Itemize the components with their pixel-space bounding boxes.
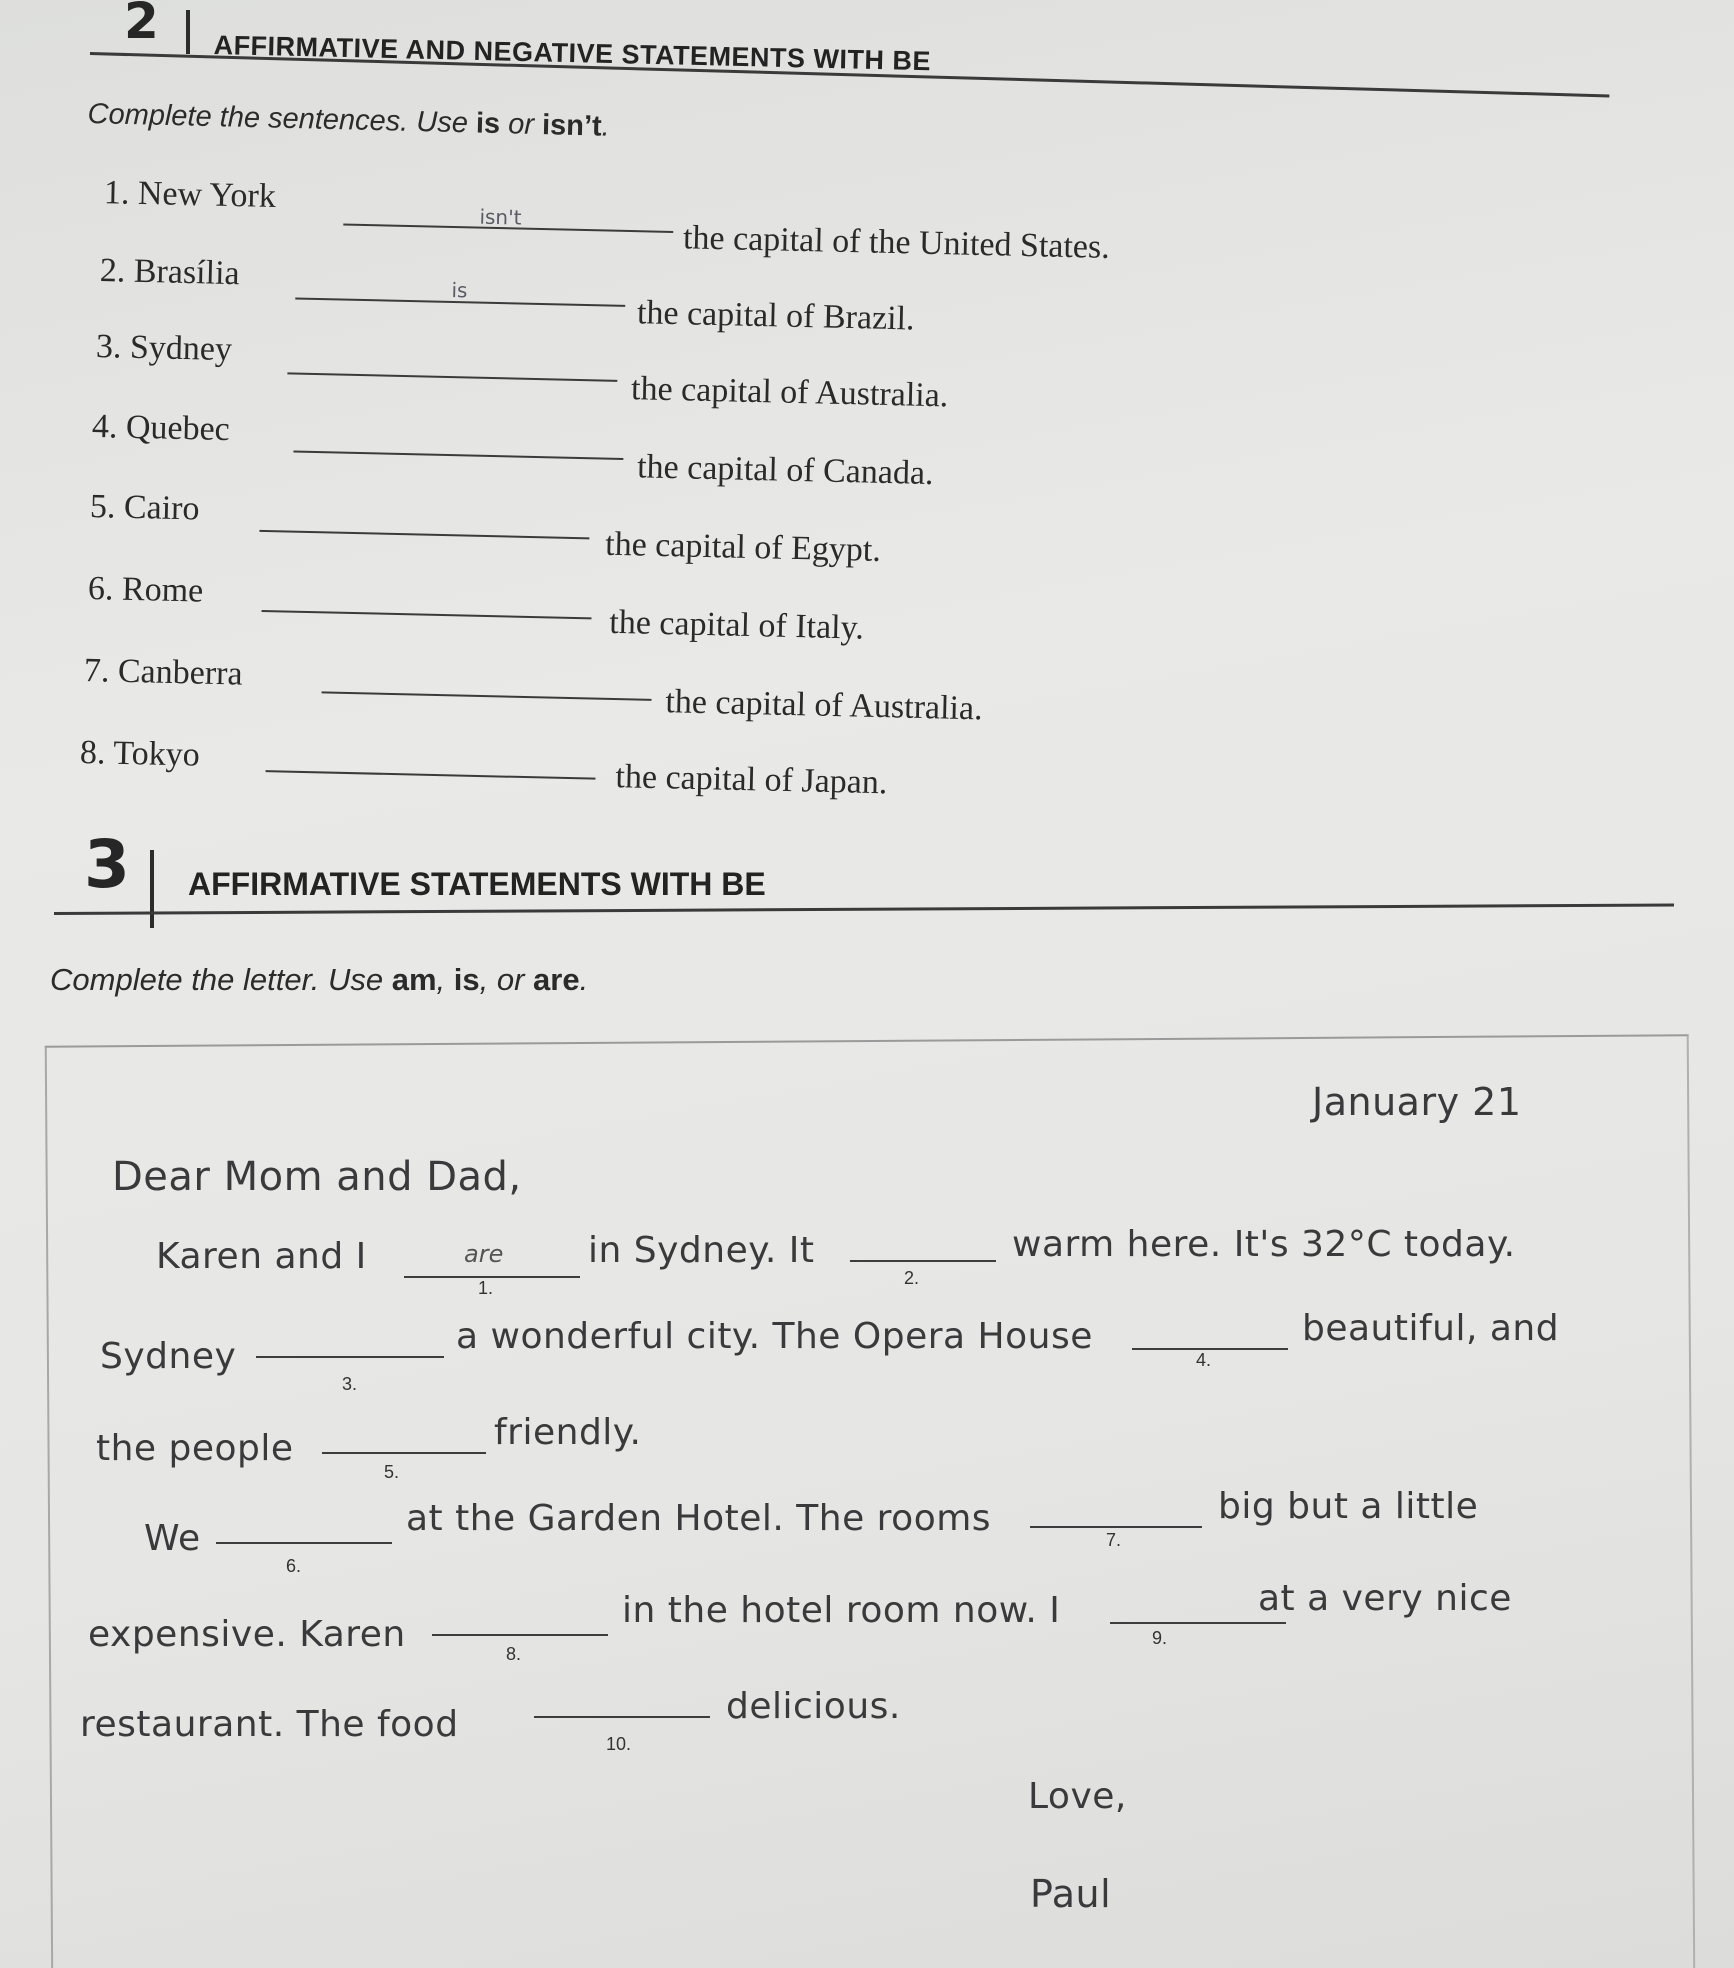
item-rest: the capital of Japan. (615, 758, 888, 802)
letter-text: big but a little (1218, 1486, 1479, 1527)
item-subject: 1. New York (103, 174, 277, 215)
letter-text: beautiful, and (1302, 1308, 1560, 1349)
letter-text: in the hotel room now. I (622, 1590, 1061, 1631)
item-rest: the capital of Australia. (665, 683, 984, 728)
letter-text: Sydney (100, 1336, 237, 1377)
letter-text: the people (96, 1428, 294, 1469)
item-subject: 4. Quebec (91, 407, 231, 449)
letter-text: Karen and I (156, 1236, 367, 1277)
instruction-text: or (499, 108, 543, 142)
answer-blank[interactable] (266, 770, 596, 779)
letter-blank-number: 7. (1106, 1530, 1122, 1550)
letter-greeting: Dear Mom and Dad, (112, 1154, 522, 1200)
section-3-title: AFFIRMATIVE STATEMENTS WITH BE (188, 866, 766, 902)
letter-blank-number: 9. (1152, 1628, 1168, 1648)
item-subject: 8. Tokyo (79, 733, 201, 774)
letter-text: restaurant. The food (80, 1704, 459, 1745)
instruction-word-isnt: isn’t (541, 109, 603, 143)
letter-text: in Sydney. It (588, 1230, 815, 1271)
letter-text: at the Garden Hotel. The rooms (406, 1498, 992, 1539)
letter-blank-6[interactable] (216, 1542, 392, 1544)
item-rest: the capital of Canada. (636, 448, 934, 493)
instruction-text: Complete the sentences. Use (87, 98, 477, 140)
letter-blank-number: 6. (286, 1556, 302, 1576)
section-2-number: 2 (124, 0, 159, 50)
letter-text: a wonderful city. The Opera House (456, 1316, 1093, 1357)
item-rest: the capital of Brazil. (636, 294, 915, 338)
letter-blank-number: 3. (342, 1374, 358, 1394)
letter-text: friendly. (494, 1412, 642, 1453)
section-3-rule (54, 904, 1674, 915)
section-3-bar (150, 850, 154, 928)
item-subject: 6. Rome (87, 570, 204, 610)
section-2-title: AFFIRMATIVE AND NEGATIVE STATEMENTS WITH BE (213, 30, 932, 77)
instruction-text: , (436, 962, 454, 997)
letter-text: at a very nice (1258, 1578, 1512, 1619)
answer-blank[interactable] (259, 530, 589, 539)
section-3-number: 3 (84, 826, 130, 903)
answer-blank[interactable] (293, 451, 623, 460)
answer-blank[interactable] (322, 691, 652, 700)
item-rest: the capital of Egypt. (604, 525, 882, 569)
item-subject: 5. Cairo (89, 488, 200, 528)
letter-blank-8[interactable] (432, 1634, 608, 1636)
item-subject: 2. Brasília (99, 252, 241, 293)
item-subject: 7. Canberra (83, 651, 243, 693)
letter-blank-7[interactable] (1030, 1526, 1202, 1528)
instruction-word-am: am (391, 962, 437, 997)
letter-blank-number: 5. (384, 1462, 400, 1482)
instruction-word-is: is (453, 962, 480, 997)
letter-signature: Paul (1030, 1872, 1112, 1916)
letter-blank-5[interactable] (322, 1452, 486, 1454)
letter-text: expensive. Karen (88, 1614, 406, 1655)
letter-text: delicious. (726, 1686, 901, 1727)
letter-blank-number: 1. (478, 1278, 494, 1298)
letter-blank-2[interactable] (850, 1260, 996, 1262)
letter-date: January 21 (1312, 1080, 1522, 1124)
letter-blank-number: 4. (1196, 1350, 1212, 1370)
letter-text: warm here. It's 32°C today. (1012, 1224, 1516, 1265)
instruction-word-are: are (533, 962, 580, 997)
answer-blank[interactable] (262, 610, 592, 619)
section-3-instruction (50, 962, 588, 998)
section-2-instruction (87, 98, 610, 144)
letter-blank-number: 10. (606, 1734, 632, 1754)
letter-blank-3[interactable] (256, 1356, 444, 1358)
item-subject: 3. Sydney (95, 328, 233, 369)
item-rest: the capital of Australia. (630, 370, 949, 415)
instruction-text: Complete the letter. Use (50, 962, 392, 997)
item-answer: is (451, 277, 468, 303)
instruction-text: . (601, 110, 611, 143)
letter-blank-number: 8. (506, 1644, 522, 1664)
answer-blank[interactable] (287, 372, 617, 381)
instruction-text: . (579, 962, 589, 997)
item-answer: isn't (479, 204, 522, 230)
letter-blank-10[interactable] (534, 1716, 710, 1718)
item-rest: the capital of Italy. (608, 603, 865, 647)
instruction-text: , or (479, 962, 534, 997)
section-2-bar (186, 10, 190, 54)
letter-blank-number: 2. (904, 1268, 920, 1288)
letter-blank-9[interactable] (1110, 1622, 1286, 1624)
item-rest: the capital of the United States. (682, 219, 1111, 266)
letter-answer-1: are (464, 1240, 504, 1268)
instruction-word-is: is (475, 107, 501, 141)
letter-text: We (144, 1518, 201, 1559)
letter-closing: Love, (1028, 1776, 1127, 1817)
